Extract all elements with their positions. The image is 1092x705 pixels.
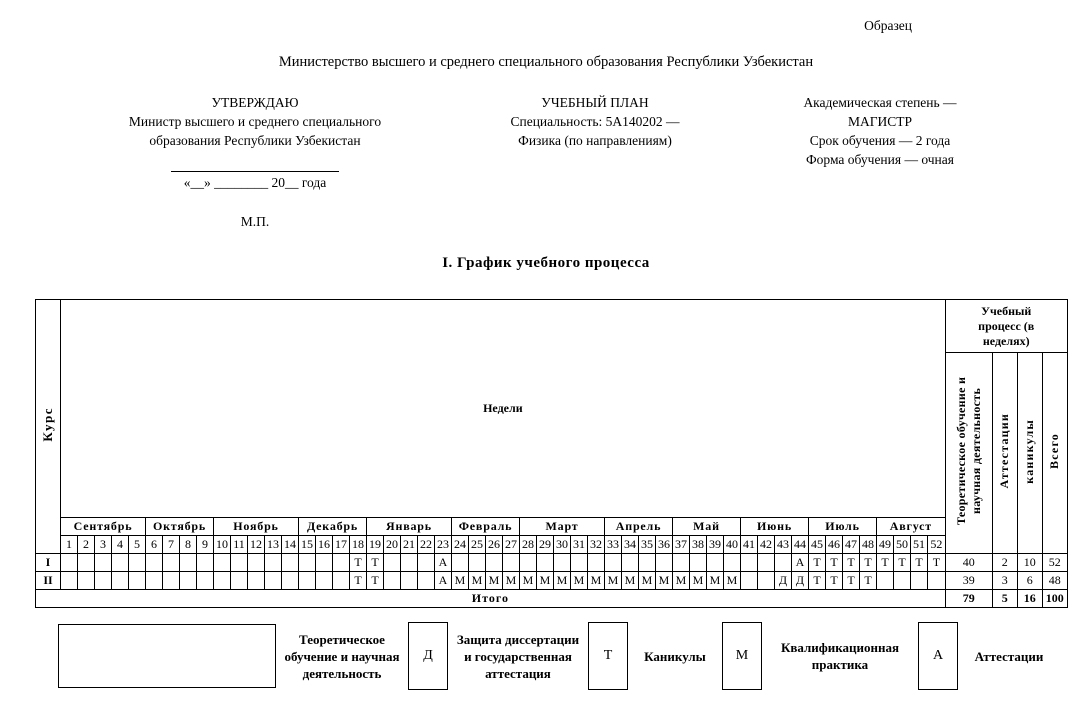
- week-cell: Т: [350, 572, 367, 590]
- month-header: Декабрь: [299, 517, 367, 535]
- week-cell: [282, 554, 299, 572]
- week-cell: [95, 554, 112, 572]
- week-cell: М: [571, 572, 588, 590]
- grand-total-label: Итого: [36, 590, 946, 608]
- week-cell: [231, 554, 248, 572]
- week-cell: [707, 554, 724, 572]
- week-cell: [180, 572, 197, 590]
- week-cell: Т: [877, 554, 894, 572]
- week-cell: [758, 572, 775, 590]
- week-number: 39: [707, 535, 724, 553]
- document-title: Министерство высшего и среднего специального образования Республики Узбекистан: [278, 54, 814, 70]
- week-cell: [61, 554, 78, 572]
- month-header: Май: [673, 517, 741, 535]
- week-cell: [180, 554, 197, 572]
- week-cell: А: [792, 554, 809, 572]
- week-cell: [469, 554, 486, 572]
- week-cell: М: [486, 572, 503, 590]
- week-cell: М: [554, 572, 571, 590]
- week-cell: [622, 554, 639, 572]
- sample-label: Образец: [864, 18, 912, 33]
- week-cell: Т: [826, 572, 843, 590]
- approval-line-1: Министр высшего и среднего специального: [128, 114, 382, 129]
- week-cell: Т: [843, 554, 860, 572]
- week-cell: Т: [350, 554, 367, 572]
- week-number: 38: [690, 535, 707, 553]
- process-column-label: Всего: [1047, 433, 1062, 469]
- week-number: 50: [894, 535, 911, 553]
- legend-item: [581, 622, 715, 690]
- week-number: 32: [588, 535, 605, 553]
- week-number: 7: [163, 535, 180, 553]
- week-number: 13: [265, 535, 282, 553]
- week-cell: [588, 554, 605, 572]
- week-number: 30: [554, 535, 571, 553]
- week-cell: [690, 554, 707, 572]
- week-number: 43: [775, 535, 792, 553]
- week-number: 1: [61, 535, 78, 553]
- week-cell: [758, 554, 775, 572]
- week-cell: Д: [775, 572, 792, 590]
- week-number: 44: [792, 535, 809, 553]
- week-cell: [299, 572, 316, 590]
- week-cell: Т: [367, 572, 384, 590]
- week-cell: [571, 554, 588, 572]
- speciality-line-2: Физика (по направлениям): [518, 133, 672, 148]
- legend-symbol-box: А: [918, 622, 958, 690]
- week-number: 52: [928, 535, 946, 553]
- month-header: Апрель: [605, 517, 673, 535]
- legend-symbol-box: [58, 624, 276, 688]
- week-number: 17: [333, 535, 350, 553]
- week-cell: М: [469, 572, 486, 590]
- degree-line-1: Академическая степень —: [803, 95, 957, 110]
- week-number: 36: [656, 535, 673, 553]
- week-cell: М: [503, 572, 520, 590]
- week-cell: [112, 554, 129, 572]
- legend-item: [715, 622, 911, 690]
- week-cell: [486, 554, 503, 572]
- degree-line-3: Срок обучения — 2 года: [809, 133, 951, 148]
- week-cell: Т: [367, 554, 384, 572]
- week-cell: М: [622, 572, 639, 590]
- week-cell: [265, 554, 282, 572]
- week-number: 25: [469, 535, 486, 553]
- month-header: Июль: [809, 517, 877, 535]
- week-cell: М: [656, 572, 673, 590]
- week-number: 21: [401, 535, 418, 553]
- week-cell: [537, 554, 554, 572]
- week-cell: Т: [809, 554, 826, 572]
- week-number: 5: [129, 535, 146, 553]
- week-cell: М: [588, 572, 605, 590]
- week-number: 18: [350, 535, 367, 553]
- legend-label: Аттестации: [974, 648, 1044, 664]
- week-cell: [911, 572, 928, 590]
- week-cell: [61, 572, 78, 590]
- legend-item: [911, 622, 1053, 690]
- course-row-label: II: [36, 572, 61, 590]
- grand-total-cell: 79: [945, 590, 992, 608]
- total-cell: 10: [1017, 554, 1042, 572]
- month-header: Февраль: [452, 517, 520, 535]
- week-cell: [316, 572, 333, 590]
- degree-line-4: Форма обучения — очная: [806, 152, 954, 167]
- week-number: 26: [486, 535, 503, 553]
- week-number: 22: [418, 535, 435, 553]
- week-cell: [231, 572, 248, 590]
- week-number: 10: [214, 535, 231, 553]
- week-cell: Т: [928, 554, 946, 572]
- week-cell: Т: [826, 554, 843, 572]
- week-cell: Т: [911, 554, 928, 572]
- week-cell: [316, 554, 333, 572]
- week-cell: [299, 554, 316, 572]
- month-header: Март: [520, 517, 605, 535]
- week-number: 51: [911, 535, 928, 553]
- week-number: 16: [316, 535, 333, 553]
- week-cell: [503, 554, 520, 572]
- week-cell: [248, 572, 265, 590]
- week-cell: [401, 554, 418, 572]
- week-cell: [741, 572, 758, 590]
- degree-line-2: МАГИСТР: [847, 114, 913, 129]
- week-number: 46: [826, 535, 843, 553]
- week-cell: М: [690, 572, 707, 590]
- legend-label: Каникулы: [644, 648, 706, 664]
- week-cell: [554, 554, 571, 572]
- week-cell: [129, 554, 146, 572]
- week-cell: [78, 554, 95, 572]
- process-header: Учебный процесс (в неделях): [945, 300, 1067, 353]
- month-header: Июнь: [741, 517, 809, 535]
- plan-block: [450, 93, 740, 231]
- legend-symbol-box: Д: [408, 622, 448, 690]
- approval-block: [60, 93, 450, 231]
- week-cell: Т: [894, 554, 911, 572]
- week-number: 48: [860, 535, 877, 553]
- legend-symbol-box: Т: [588, 622, 628, 690]
- week-cell: А: [435, 554, 452, 572]
- week-number: 9: [197, 535, 214, 553]
- week-number: 19: [367, 535, 384, 553]
- week-cell: [741, 554, 758, 572]
- week-number: 14: [282, 535, 299, 553]
- week-cell: [333, 554, 350, 572]
- week-number: 27: [503, 535, 520, 553]
- week-number: 29: [537, 535, 554, 553]
- week-cell: [146, 572, 163, 590]
- legend-item: [58, 624, 401, 688]
- legend-label: Теоретическое обучение и научная деятельность: [284, 631, 400, 681]
- legend: [58, 622, 1092, 690]
- grand-total-cell: 16: [1017, 590, 1042, 608]
- speciality-line-1: Специальность: 5А140202 —: [510, 114, 680, 129]
- total-cell: 3: [992, 572, 1017, 590]
- week-cell: [418, 572, 435, 590]
- approval-line-2: образования Республики Узбекистан: [149, 133, 361, 148]
- approval-heading: УТВЕРЖДАЮ: [211, 95, 299, 110]
- total-cell: 39: [945, 572, 992, 590]
- approval-date-line: «__» ________ 20__ года: [183, 175, 327, 190]
- week-cell: [673, 554, 690, 572]
- week-number: 4: [112, 535, 129, 553]
- process-column-label: Аттестации: [997, 413, 1012, 489]
- legend-label: Защита диссертации и государственная аттестация: [456, 631, 580, 681]
- signature-line: [171, 171, 339, 172]
- week-cell: [265, 572, 282, 590]
- week-number: 2: [78, 535, 95, 553]
- total-cell: 48: [1042, 572, 1067, 590]
- week-cell: М: [707, 572, 724, 590]
- week-cell: М: [724, 572, 741, 590]
- total-cell: 52: [1042, 554, 1067, 572]
- week-cell: [775, 554, 792, 572]
- week-cell: М: [639, 572, 656, 590]
- week-number: 33: [605, 535, 622, 553]
- week-cell: [520, 554, 537, 572]
- week-cell: А: [435, 572, 452, 590]
- month-header: Ноябрь: [214, 517, 299, 535]
- week-cell: М: [673, 572, 690, 590]
- plan-heading: УЧЕБНЫЙ ПЛАН: [541, 95, 649, 110]
- section-title: I. График учебного процесса: [442, 255, 650, 271]
- week-number: 37: [673, 535, 690, 553]
- week-number: 45: [809, 535, 826, 553]
- week-cell: [605, 554, 622, 572]
- weeks-header: Недели: [61, 300, 946, 518]
- week-number: 12: [248, 535, 265, 553]
- header-columns: [60, 93, 1092, 231]
- week-cell: Т: [860, 572, 877, 590]
- course-column-header: Курс: [40, 407, 55, 442]
- week-cell: [282, 572, 299, 590]
- week-cell: [928, 572, 946, 590]
- month-header: Сентябрь: [61, 517, 146, 535]
- process-column-label: Теоретическое обучение и научная деятельность: [953, 376, 983, 526]
- week-cell: [894, 572, 911, 590]
- week-cell: М: [520, 572, 537, 590]
- week-cell: [129, 572, 146, 590]
- week-cell: [197, 554, 214, 572]
- week-number: 35: [639, 535, 656, 553]
- week-number: 31: [571, 535, 588, 553]
- week-cell: [384, 554, 401, 572]
- week-cell: [333, 572, 350, 590]
- week-number: 47: [843, 535, 860, 553]
- week-cell: [384, 572, 401, 590]
- week-cell: Т: [809, 572, 826, 590]
- grand-total-cell: 5: [992, 590, 1017, 608]
- process-column-label: каникулы: [1022, 418, 1037, 484]
- week-cell: [214, 572, 231, 590]
- legend-symbol-box: М: [722, 622, 762, 690]
- week-cell: [401, 572, 418, 590]
- week-cell: М: [537, 572, 554, 590]
- total-cell: 6: [1017, 572, 1042, 590]
- grand-total-cell: 100: [1042, 590, 1067, 608]
- week-number: 3: [95, 535, 112, 553]
- week-cell: [78, 572, 95, 590]
- month-header: Август: [877, 517, 946, 535]
- week-number: 34: [622, 535, 639, 553]
- week-number: 28: [520, 535, 537, 553]
- total-cell: 40: [945, 554, 992, 572]
- week-cell: [146, 554, 163, 572]
- month-header: Октябрь: [146, 517, 214, 535]
- week-cell: [112, 572, 129, 590]
- legend-label: Квалификационная практика: [780, 640, 900, 672]
- week-cell: [95, 572, 112, 590]
- week-cell: [452, 554, 469, 572]
- week-number: 41: [741, 535, 758, 553]
- schedule-table: [35, 299, 1068, 608]
- week-cell: [163, 554, 180, 572]
- week-cell: [724, 554, 741, 572]
- month-header: Январь: [367, 517, 452, 535]
- week-cell: [248, 554, 265, 572]
- week-cell: [877, 572, 894, 590]
- week-cell: [639, 554, 656, 572]
- week-cell: [214, 554, 231, 572]
- stamp-label: М.П.: [240, 214, 270, 229]
- week-cell: [197, 572, 214, 590]
- week-cell: [656, 554, 673, 572]
- week-number: 6: [146, 535, 163, 553]
- week-number: 20: [384, 535, 401, 553]
- week-number: 49: [877, 535, 894, 553]
- week-number: 15: [299, 535, 316, 553]
- degree-block: [740, 93, 1020, 231]
- week-cell: Т: [860, 554, 877, 572]
- week-cell: М: [605, 572, 622, 590]
- week-cell: Т: [843, 572, 860, 590]
- week-cell: М: [452, 572, 469, 590]
- week-number: 42: [758, 535, 775, 553]
- week-number: 23: [435, 535, 452, 553]
- week-number: 11: [231, 535, 248, 553]
- week-cell: [163, 572, 180, 590]
- week-cell: Д: [792, 572, 809, 590]
- week-cell: [418, 554, 435, 572]
- week-number: 8: [180, 535, 197, 553]
- course-row-label: I: [36, 554, 61, 572]
- week-number: 40: [724, 535, 741, 553]
- legend-item: [401, 622, 581, 690]
- total-cell: 2: [992, 554, 1017, 572]
- week-number: 24: [452, 535, 469, 553]
